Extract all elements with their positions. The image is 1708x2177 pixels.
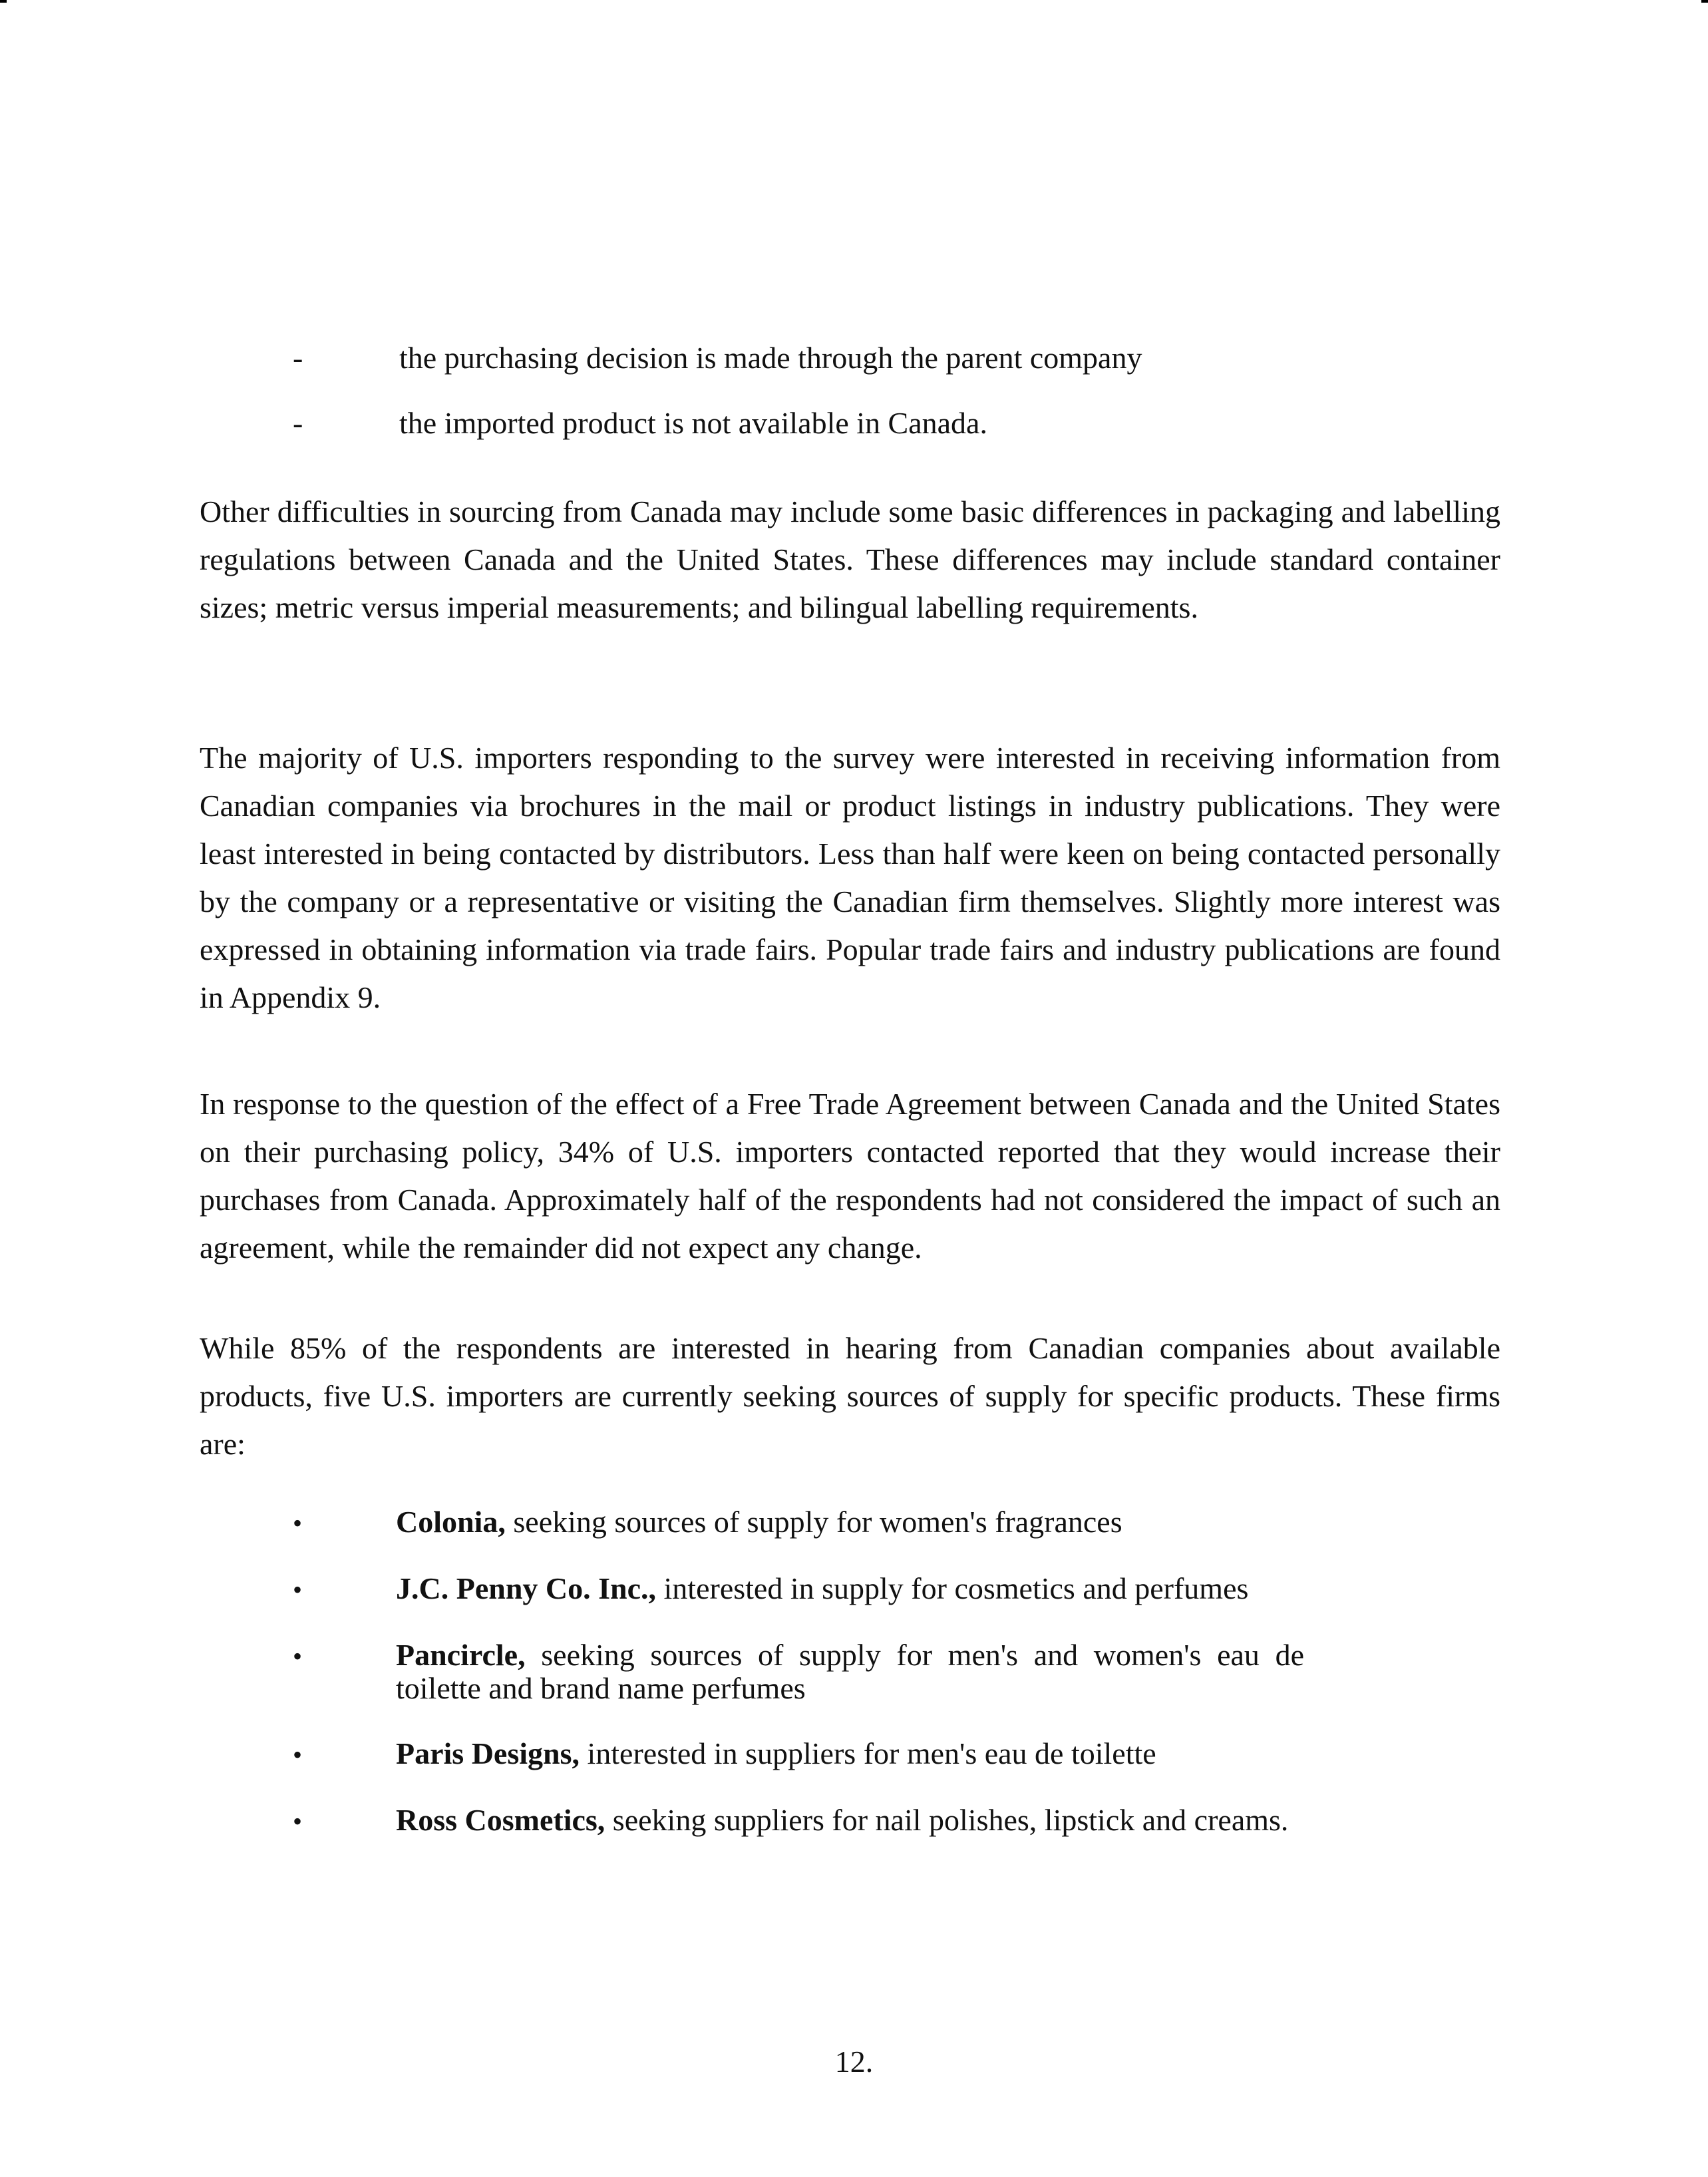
dash-marker: -: [293, 341, 303, 375]
firm-name: J.C. Penny Co. Inc.,: [396, 1571, 657, 1605]
firm-list-item: [293, 1572, 1304, 1607]
firm-list-item: [293, 1639, 1304, 1705]
firm-name: Ross Cosmetics,: [396, 1803, 605, 1837]
firm-entry: [396, 1737, 1304, 1770]
paragraph-seeking-firms: While 85% of the respondents are interested in hearing from Canadian companies about available products, five U.S. importers are currently seeking sources of supply for specific products. These firms are:: [200, 1331, 1500, 1461]
dash-item-text: the purchasing decision is made through the parent company: [399, 341, 1142, 375]
paragraph-packaging-differences: Other difficulties in sourcing from Canada may include some basic differences in packaging and labelling regulations between Canada and the United States. These differences may include standard container sizes; metric versus imperial measurements; and bilingual labelling requirements.: [200, 495, 1500, 624]
firm-entry: [396, 1639, 1304, 1705]
dash-marker: -: [293, 406, 303, 440]
page-number: 12.: [834, 2045, 874, 2078]
paragraph-information-preferences: The majority of U.S. importers responding to the survey were interested in receiving information from Canadian companies via brochures in the mail or product listings in industry publications. They were least interested in being contacted by distributors. Less than half were keen on being contacted personally by the company or a representative or visiting the Canadian firm themselves. Slightly more interest was expressed in obtaining information via trade fairs. Popular trade fairs and industry publications are found in Appendix 9.: [200, 741, 1500, 1014]
firm-detail: seeking sources of supply for women's fragrances: [505, 1505, 1122, 1539]
dash-item-text: the imported product is not available in Canada.: [399, 406, 987, 440]
bullet-marker: •: [293, 1740, 303, 1770]
paragraph-free-trade-agreement: In response to the question of the effect of a Free Trade Agreement between Canada and the United States on their purchasing policy, 34% of U.S. importers contacted reported that they would increase their purchases from Canada. Approximately half of the respondents had not considered the impact of such an agreement, while the remainder did not expect any change.: [200, 1087, 1500, 1265]
dash-list-item: [293, 339, 1557, 377]
firms-list: [293, 1505, 1304, 1870]
firm-detail: interested in suppliers for men's eau de toilette: [580, 1736, 1156, 1770]
scan-corner-mark-right: [1701, 0, 1708, 3]
firm-name: Pancircle,: [396, 1638, 526, 1672]
bullet-marker: •: [293, 1641, 303, 1671]
dash-list-item: [293, 405, 1557, 442]
firm-name: Colonia,: [396, 1505, 506, 1539]
firm-list-item: [293, 1505, 1304, 1540]
firm-list-item: [293, 1737, 1304, 1772]
dash-list: [293, 339, 1557, 470]
firm-name: Paris Designs,: [396, 1736, 580, 1770]
bullet-marker: •: [293, 1508, 303, 1538]
bullet-marker: •: [293, 1575, 303, 1605]
firm-entry: [396, 1804, 1304, 1837]
firm-detail: interested in supply for cosmetics and perfumes: [656, 1571, 1249, 1605]
firm-entry: [396, 1572, 1304, 1605]
firm-detail: seeking sources of supply for men's and women's eau de toilette and brand name perfumes: [396, 1638, 1304, 1705]
firm-entry: [396, 1505, 1304, 1539]
bullet-marker: •: [293, 1806, 303, 1836]
firm-list-item: [293, 1804, 1304, 1838]
firm-detail: seeking suppliers for nail polishes, lipstick and creams.: [605, 1803, 1289, 1837]
scan-corner-mark-left: [0, 0, 7, 3]
